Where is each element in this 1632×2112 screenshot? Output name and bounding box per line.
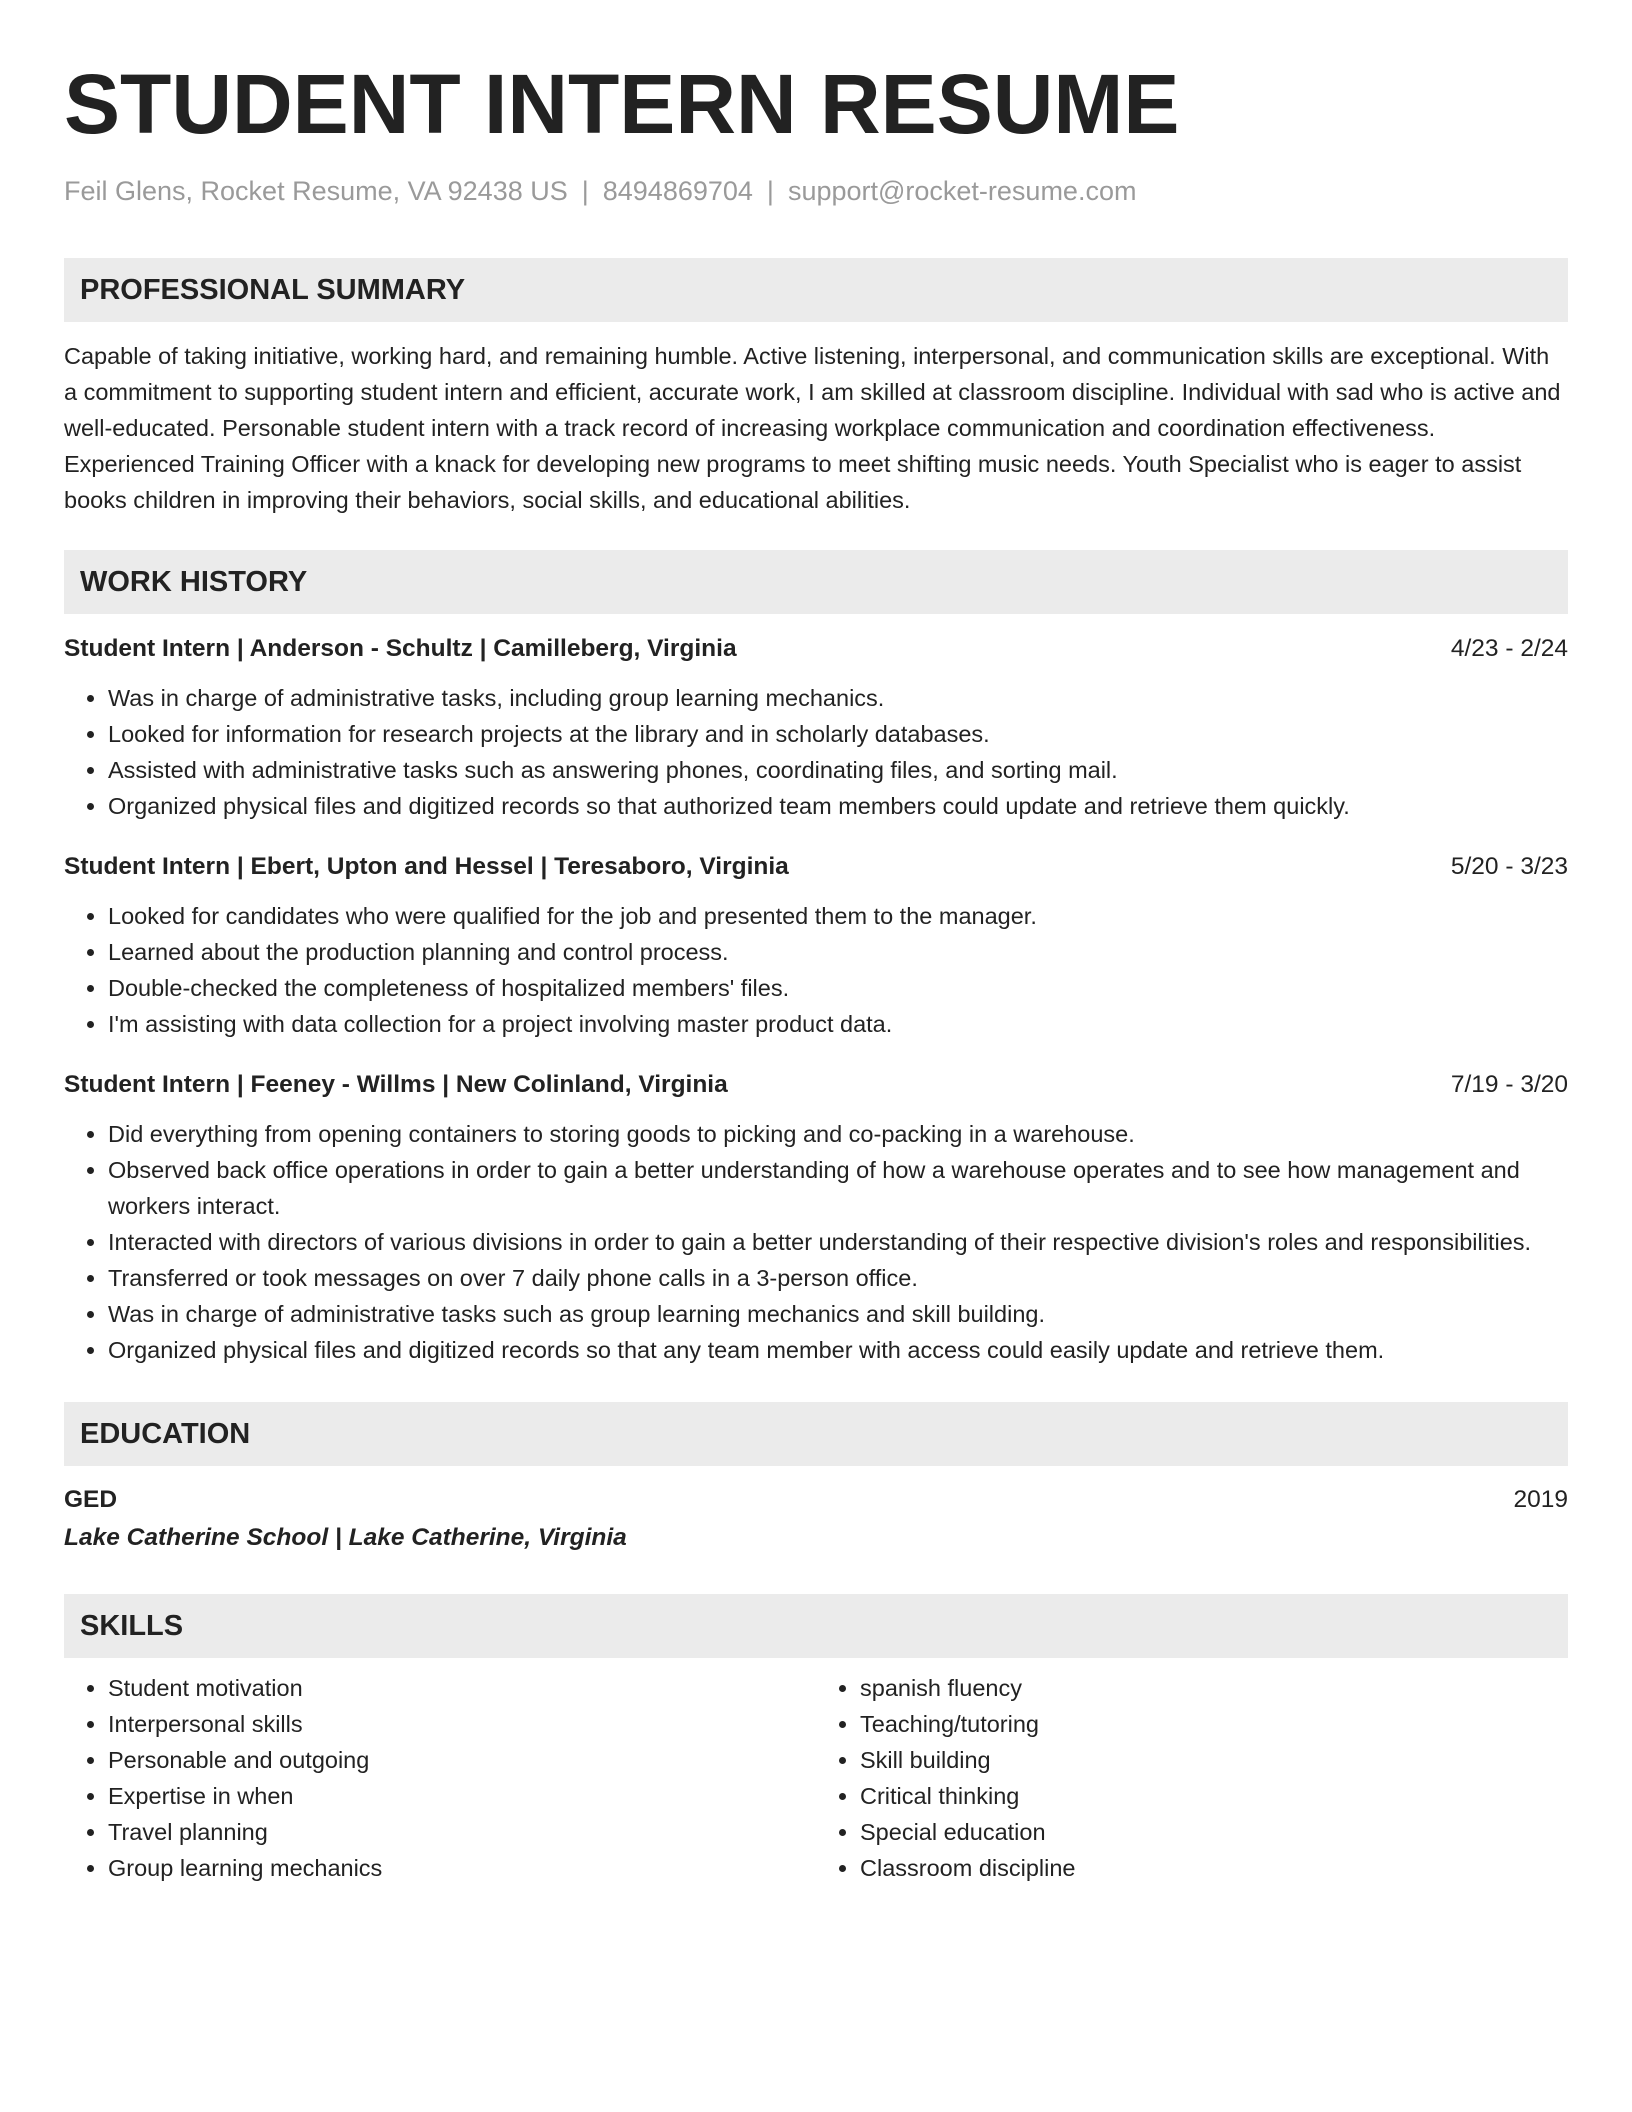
job-bullet: • Transferred or took messages on over 7 daily phone calls in a 3-person office. (108, 1260, 1568, 1296)
job-entry (64, 1068, 1568, 1368)
job-bullet: • Observed back office operations in order to gain a better understanding of how a warehouse operates and to see how management and workers interact. (108, 1152, 1568, 1224)
skill-item: • Student motivation (108, 1670, 816, 1706)
skill-item: • Critical thinking (860, 1778, 1568, 1814)
contact-separator: | (766, 176, 774, 206)
skill-item: • Classroom discipline (860, 1850, 1568, 1886)
job-bullets (64, 680, 1568, 824)
job-entry (64, 850, 1568, 1042)
job-entry (64, 632, 1568, 824)
job-dates: 4/23 - 2/24 (1450, 635, 1568, 662)
job-bullet: • Did everything from opening containers to storing goods to picking and co-packing in a warehouse. (108, 1116, 1568, 1152)
education-degree: GED (64, 1486, 118, 1513)
job-title: Student Intern | Feeney - Willms | New Colinland, Virginia (64, 1071, 728, 1098)
job-bullets (64, 898, 1568, 1042)
job-bullet: • Organized physical files and digitized records so that any team member with access could easily update and retrieve them. (108, 1332, 1568, 1368)
resume-title: STUDENT INTERN RESUME (64, 57, 1180, 151)
job-header (64, 850, 1568, 884)
job-bullet: • Looked for candidates who were qualified for the job and presented them to the manager. (108, 898, 1568, 934)
contact-phone: 8494869704 (602, 176, 753, 206)
job-bullet: • Double-checked the completeness of hospitalized members' files. (108, 970, 1568, 1006)
education-entry (64, 1482, 1568, 1556)
job-bullet: • Assisted with administrative tasks such as answering phones, coordinating files, and sorting mail. (108, 752, 1568, 788)
job-bullet: • Was in charge of administrative tasks such as group learning mechanics and skill building. (108, 1296, 1568, 1332)
job-bullet: • Organized physical files and digitized records so that authorized team members could update and retrieve them quickly. (108, 788, 1568, 824)
skill-item: • spanish fluency (860, 1670, 1568, 1706)
skill-item: • Teaching/tutoring (860, 1706, 1568, 1742)
education-year: 2019 (1513, 1486, 1568, 1513)
skills-list (64, 1670, 1568, 1886)
contact-address: Feil Glens, Rocket Resume, VA 92438 US (64, 176, 568, 206)
job-header (64, 632, 1568, 666)
skill-item: • Expertise in when (108, 1778, 816, 1814)
contact-line (64, 174, 1568, 208)
job-bullet: • I'm assisting with data collection for a project involving master product data. (108, 1006, 1568, 1042)
education-header (64, 1482, 1568, 1518)
skills-column-right (816, 1670, 1568, 1886)
skills-heading: SKILLS (64, 1594, 1568, 1658)
skill-item: • Travel planning (108, 1814, 816, 1850)
skills-bullets-right (816, 1670, 1568, 1886)
job-dates: 5/20 - 3/23 (1450, 853, 1568, 880)
job-bullet: • Was in charge of administrative tasks, including group learning mechanics. (108, 680, 1568, 716)
work-history-heading: WORK HISTORY (64, 550, 1568, 614)
contact-separator: | (581, 176, 589, 206)
skill-item: • Interpersonal skills (108, 1706, 816, 1742)
skill-item: • Skill building (860, 1742, 1568, 1778)
job-bullet: • Looked for information for research projects at the library and in scholarly databases. (108, 716, 1568, 752)
job-title: Student Intern | Anderson - Schultz | Camilleberg, Virginia (64, 635, 737, 662)
contact-email: support@rocket-resume.com (787, 176, 1137, 206)
job-bullet: • Learned about the production planning and control process. (108, 934, 1568, 970)
education-school: Lake Catherine School | Lake Catherine, Virginia (64, 1524, 627, 1551)
skill-item: • Personable and outgoing (108, 1742, 816, 1778)
job-dates: 7/19 - 3/20 (1450, 1071, 1568, 1098)
job-bullets (64, 1116, 1568, 1368)
skills-column-left (64, 1670, 816, 1886)
skill-item: • Special education (860, 1814, 1568, 1850)
job-header (64, 1068, 1568, 1102)
skill-item: • Group learning mechanics (108, 1850, 816, 1886)
skills-bullets-left (64, 1670, 816, 1886)
job-title: Student Intern | Ebert, Upton and Hessel | Teresaboro, Virginia (64, 853, 789, 880)
summary-text: Capable of taking initiative, working hard, and remaining humble. Active listening, interpersonal, and communication skills are exceptional. With a commitment to supporting student intern and efficient, accurate work, I am skilled at classroom discipline. Individual with sad who is active and well-educated. Personable student intern with a track record of increasing workplace communication and coordination effectiveness. Experienced Training Officer with a knack for developing new programs to meet shifting music needs. Youth Specialist who is eager to assist books children in improving their behaviors, social skills, and educational abilities. (64, 343, 1561, 513)
summary-heading: PROFESSIONAL SUMMARY (64, 258, 1568, 322)
job-bullet: • Interacted with directors of various divisions in order to gain a better understanding of their respective division's roles and responsibilities. (108, 1224, 1568, 1260)
education-heading: EDUCATION (64, 1402, 1568, 1466)
